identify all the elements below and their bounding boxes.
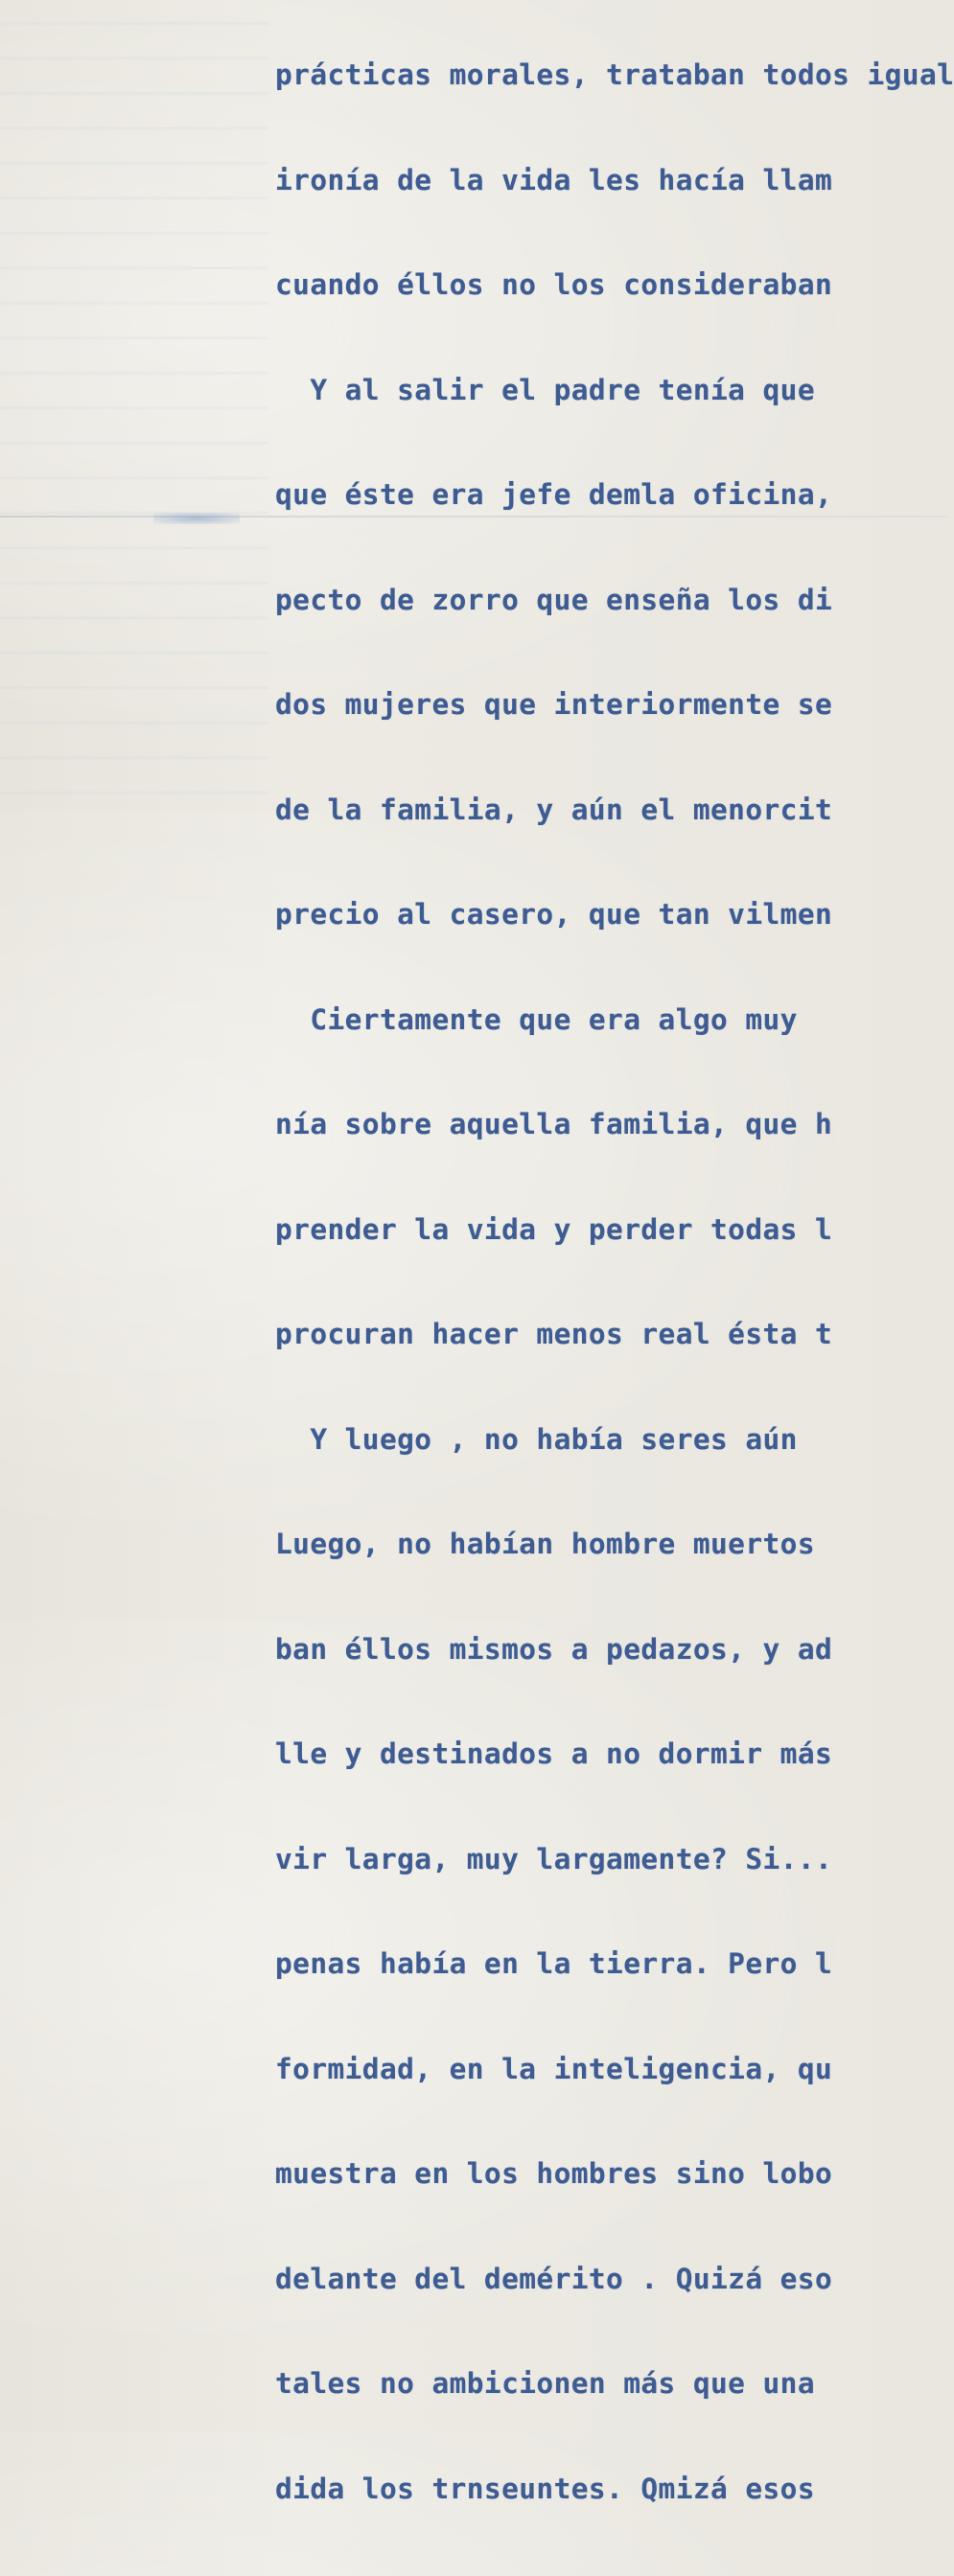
text-line-17: lle y destinados a no dormir más <box>275 1737 833 1770</box>
text-line-9: precio al casero, que tan vilmen <box>275 898 833 931</box>
text-line-12: prender la vida y perder todas l <box>275 1212 833 1246</box>
text-line-3: cuando éllos no los consideraban <box>275 268 833 301</box>
text-line-18: vir larga, muy largamente? Si... <box>275 1842 833 1875</box>
text-line-1: prácticas morales, trataban todos igual <box>275 58 954 91</box>
text-line-19: penas había en la tierra. Pero l <box>275 1947 833 1980</box>
bleed-through-margin <box>0 0 268 811</box>
text-line-14: Y luego , no había seres aún <box>275 1422 798 1456</box>
text-line-15: Luego, no habían hombre muertos <box>275 1528 815 1560</box>
text-line-11: nía sobre aquella familia, que h <box>275 1108 833 1140</box>
text-line-7: dos mujeres que interiormente se <box>275 688 833 721</box>
text-line-24: dida los trnseuntes. Qmizá esos <box>275 2472 815 2505</box>
text-line-2: ironía de la vida les hacía llam <box>275 163 833 196</box>
text-line-13: procuran hacer menos real ésta t <box>275 1318 833 1350</box>
text-line-5: que éste era jefe demla oficina, <box>275 478 833 511</box>
text-line-16: ban éllos mismos a pedazos, y ad <box>275 1632 833 1666</box>
text-line-23: tales no ambicionen más que una <box>275 2367 815 2400</box>
text-line-21: muestra en los hombres sino lobo <box>275 2157 833 2190</box>
ink-smudge <box>153 513 240 524</box>
text-line-8: de la familia, y aún el menorcit <box>275 793 833 826</box>
text-line-22: delante del demérito . Quizá eso <box>275 2262 833 2295</box>
text-line-10: Ciertamente que era algo muy <box>275 1002 798 1036</box>
text-line-4: Y al salir el padre tenía que <box>275 373 815 406</box>
typewritten-text <box>275 0 954 2576</box>
text-line-6: pecto de zorro que enseña los di <box>275 583 833 616</box>
text-line-20: formidad, en la inteligencia, qu <box>275 2052 833 2085</box>
